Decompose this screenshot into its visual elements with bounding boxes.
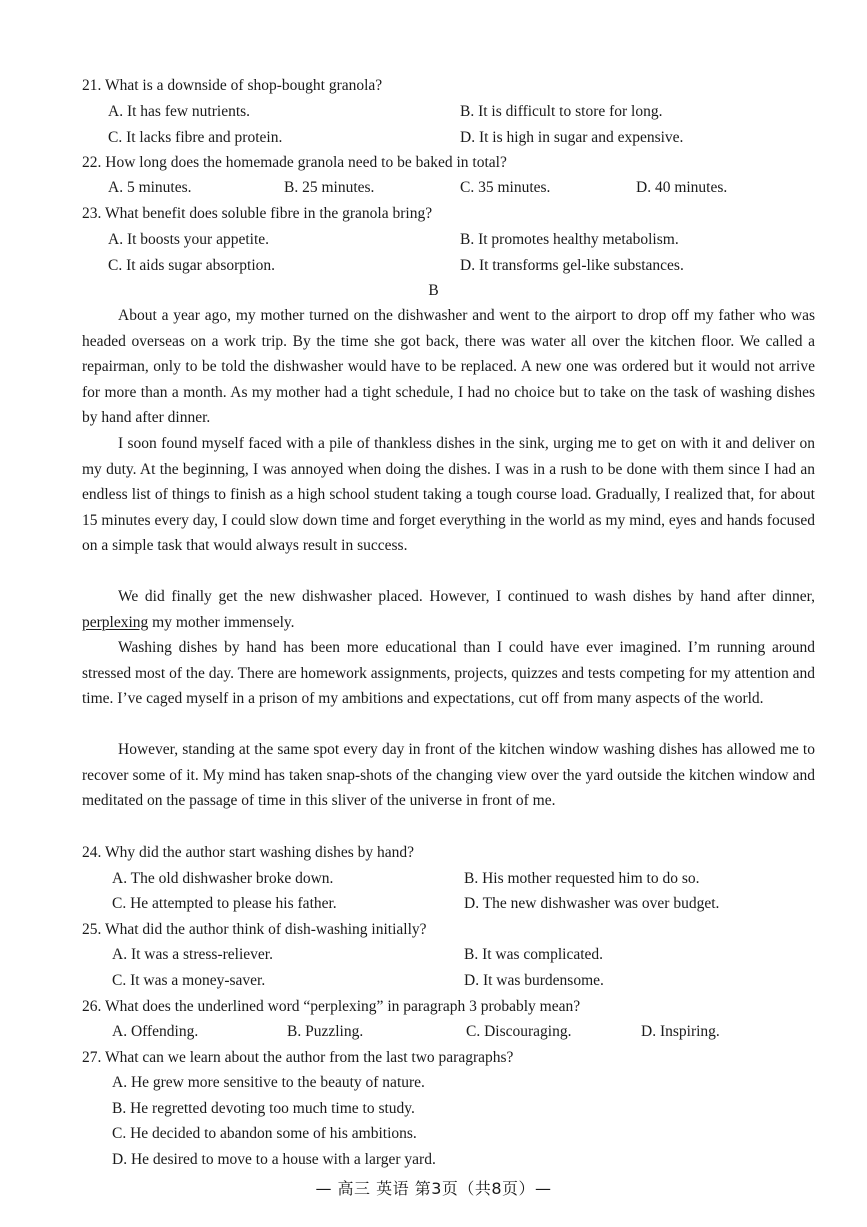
question-27-option-a: A. He grew more sensitive to the beauty of nature. (112, 1074, 425, 1091)
passage-paragraph-5: However, standing at the same spot every day in front of the kitchen window washing dishes has allowed me to recover some of it. My mind has taken snap-shots of the changing view over the yard outside the kitchen window and meditated on the passage of time in this sliver of the universe in front of me. (82, 741, 815, 810)
question-25-option-a: A. It was a stress-reliever. (112, 946, 273, 963)
passage-paragraph-3 (82, 584, 815, 635)
question-26-option-a: A. Offending. (112, 1023, 199, 1040)
question-25-option-d: D. It was burdensome. (464, 972, 604, 989)
question-23-stem: 23. What benefit does soluble fibre in the granola bring? (82, 205, 433, 222)
question-22-stem: 22. How long does the homemade granola need to be baked in total? (82, 154, 507, 171)
question-21-option-d: D. It is high in sugar and expensive. (460, 129, 684, 146)
question-25-option-b: B. It was complicated. (464, 946, 604, 963)
question-25-option-c: C. It was a money-saver. (112, 972, 266, 989)
question-27-stem: 27. What can we learn about the author from the last two paragraphs? (82, 1049, 514, 1066)
question-24-option-c: C. He attempted to please his father. (112, 895, 337, 912)
question-24-option-a: A. The old dishwasher broke down. (112, 870, 334, 887)
question-24-option-b: B. His mother requested him to do so. (464, 870, 700, 887)
question-24-stem: 24. Why did the author start washing dishes by hand? (82, 844, 415, 861)
passage-paragraph-1: About a year ago, my mother turned on the dishwasher and went to the airport to drop off my father who was headed overseas on a work trip. By the time she got back, there was water all over the kitchen floor. We called a repairman, only to be told the dishwasher would have to be replaced. A new one was ordered but it would not arrive for more than a month. As my mother had a tight schedule, I had no choice but to take on the task of washing dishes by hand after dinner. (82, 307, 815, 427)
question-27-option-c: C. He decided to abandon some of his ambitions. (112, 1125, 417, 1142)
question-21-stem: 21. What is a downside of shop-bought granola? (82, 77, 383, 94)
question-26-stem: 26. What does the underlined word “perplexing” in paragraph 3 probably mean? (82, 998, 581, 1015)
question-23-option-b: B. It promotes healthy metabolism. (460, 231, 679, 248)
question-26-option-d: D. Inspiring. (641, 1023, 720, 1040)
question-27-option-b: B. He regretted devoting too much time to study. (112, 1100, 415, 1117)
question-22-option-b: B. 25 minutes. (284, 179, 375, 196)
question-23-option-c: C. It aids sugar absorption. (108, 257, 276, 274)
passage-paragraph-3-end: my mother immensely. (148, 613, 295, 631)
passage-paragraph-2: I soon found myself faced with a pile of thankless dishes in the sink, urging me to get on with it and deliver on my duty. At the beginning, I was annoyed when doing the dishes. I was in a rush to be done with them since I had an endless list of things to finish as a high school student taking a tough course load. Gradually, I realized that, for about 15 minutes every day, I could slow down time and forget everything in the world as my mind, eyes and hands focused on a simple task that would always result in success. (82, 435, 815, 555)
question-26-option-c: C. Discouraging. (466, 1023, 572, 1040)
section-label: B (428, 282, 439, 299)
passage-paragraph-4: Washing dishes by hand has been more educational than I could have ever imagined. I’m running around stressed most of the day. There are homework assignments, projects, quizzes and tests competing for my attention and time. I’ve caged myself in a prison of my ambitions and expectations, cut off from many aspects of the world. (82, 639, 815, 708)
question-24-option-d: D. The new dishwasher was over budget. (464, 895, 720, 912)
question-21-option-a: A. It has few nutrients. (108, 103, 251, 120)
page-footer: — 高三 英语 第3页（共8页）— (315, 1179, 552, 1198)
question-25-stem: 25. What did the author think of dish-washing initially? (82, 921, 427, 938)
question-21-option-b: B. It is difficult to store for long. (460, 103, 663, 120)
question-27-option-d: D. He desired to move to a house with a larger yard. (112, 1151, 436, 1168)
question-22-option-a: A. 5 minutes. (108, 179, 192, 196)
passage-paragraph-3-start: We did finally get the new dishwasher placed. However, I continued to wash dishes by hand after dinner, (118, 588, 815, 605)
underlined-word: perplexing (82, 613, 149, 631)
question-22-option-d: D. 40 minutes. (636, 179, 728, 196)
question-21-option-c: C. It lacks fibre and protein. (108, 129, 283, 146)
question-23-option-d: D. It transforms gel-like substances. (460, 257, 684, 274)
question-26-option-b: B. Puzzling. (287, 1023, 364, 1040)
question-22-option-c: C. 35 minutes. (460, 179, 551, 196)
question-23-option-a: A. It boosts your appetite. (108, 231, 270, 248)
